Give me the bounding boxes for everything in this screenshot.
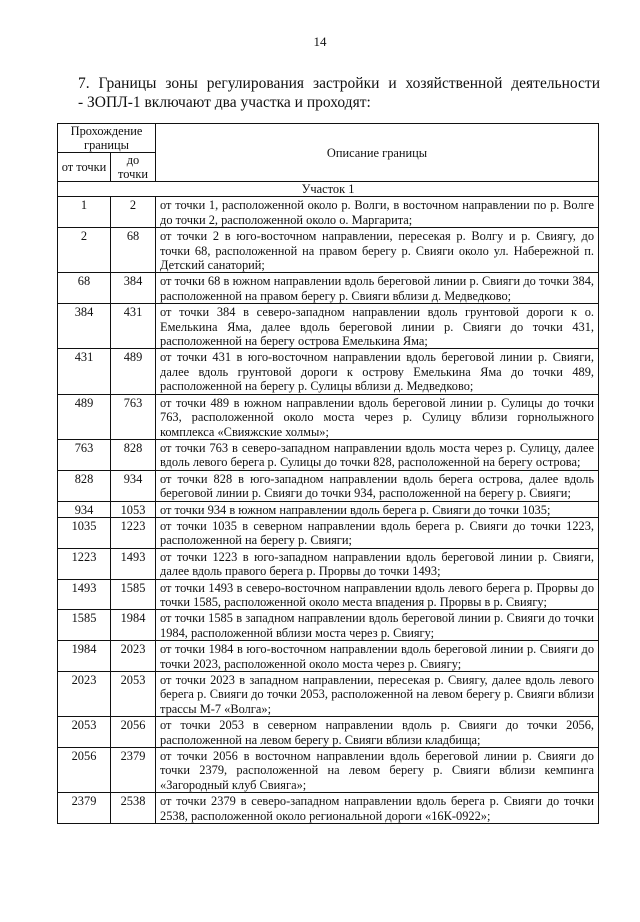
- table-row: [58, 717, 599, 748]
- table-row: [58, 548, 599, 579]
- boundary-description: от точки 1493 в северо-восточном направлении вдоль левого берега р. Прорвы до точки 1585, расположенной около места впадения р. Прорвы в р. Свиягу;: [156, 579, 599, 610]
- col-group-header: Прохождение границы: [58, 124, 156, 153]
- point-from: 1585: [58, 610, 111, 641]
- boundary-description: от точки 1984 в юго-восточном направлении вдоль береговой линии р. Свияги до точки 2023, расположенной около моста через р. Свиягу;: [156, 641, 599, 672]
- table-row: [58, 439, 599, 470]
- point-from: 2379: [58, 793, 111, 824]
- boundary-description: от точки 384 в северо-западном направлении вдоль грунтовой дороги к о. Емелькина Яма, далее вдоль береговой линии р. Свияги до точки 431, расположенной на берегу острова Емелькина Яма;: [156, 304, 599, 349]
- point-from: 2023: [58, 672, 111, 717]
- point-to: 431: [111, 304, 156, 349]
- table-row: [58, 517, 599, 548]
- boundary-description: от точки 431 в юго-восточном направлении вдоль береговой линии р. Свияги, далее вдоль грунтовой дороги к острову Емелькина Яма до точки 489, расположенной на берегу р. Сулицы вблизи д. Медведково;: [156, 349, 599, 394]
- point-to: 1984: [111, 610, 156, 641]
- point-to: 1585: [111, 579, 156, 610]
- boundary-description: от точки 1223 в юго-западном направлении вдоль береговой линии р. Свияги, далее вдоль правого берега р. Прорвы до точки 1493;: [156, 548, 599, 579]
- table-row: [58, 610, 599, 641]
- point-from: 763: [58, 439, 111, 470]
- page-number: 14: [313, 34, 327, 49]
- boundary-description: от точки 2053 в северном направлении вдоль р. Свияги до точки 2056, расположенной на левом берегу р. Свияги вблизи кладбища;: [156, 717, 599, 748]
- point-to: 384: [111, 273, 156, 304]
- boundary-description: от точки 2379 в северо-западном направлении вдоль берега р. Свияги до точки 2538, расположенной около региональной дороги «16К-0922»;: [156, 793, 599, 824]
- point-to: 489: [111, 349, 156, 394]
- point-to: 2056: [111, 717, 156, 748]
- boundary-description: от точки 1, расположенной около р. Волги, в восточном направлении по р. Волге до точки 2, расположенной около о. Маргарита;: [156, 197, 599, 228]
- table-row: [58, 641, 599, 672]
- table-row: [58, 793, 599, 824]
- boundary-description: от точки 763 в северо-западном направлении вдоль моста через р. Сулицу, далее вдоль левого берега р. Сулицы до точки 828, расположенной на берегу острова;: [156, 439, 599, 470]
- col-from-header: от точки: [58, 153, 111, 182]
- point-to: 1223: [111, 517, 156, 548]
- point-to: 68: [111, 228, 156, 273]
- table-row: [58, 273, 599, 304]
- table-row: [58, 579, 599, 610]
- point-to: 1053: [111, 501, 156, 517]
- point-to: 2379: [111, 748, 156, 793]
- point-from: 384: [58, 304, 111, 349]
- point-to: 1493: [111, 548, 156, 579]
- point-to: 2: [111, 197, 156, 228]
- point-to: 828: [111, 439, 156, 470]
- point-from: 431: [58, 349, 111, 394]
- point-from: 1035: [58, 517, 111, 548]
- table-row: [58, 748, 599, 793]
- table-row: [58, 304, 599, 349]
- boundary-description: от точки 828 в юго-западном направлении вдоль берега острова, далее вдоль береговой линии р. Свияги до точки 934, расположенной на берегу р. Свияги;: [156, 470, 599, 501]
- section-label: Участок 1: [58, 182, 599, 197]
- boundary-description: от точки 2 в юго-восточном направлении, пересекая р. Волгу и р. Свиягу, до точки 68, расположенной на правом берегу р. Свияги около ул. Набережной п. Детский санаторий;: [156, 228, 599, 273]
- col-description-header: Описание границы: [156, 124, 599, 182]
- point-from: 934: [58, 501, 111, 517]
- point-to: 763: [111, 394, 156, 439]
- section-heading-line-2: - ЗОПЛ-1 включают два участка и проходят:: [78, 94, 371, 111]
- section-heading-line-1: 7. Границы зоны регулирования застройки и хозяйственной деятельности: [78, 75, 600, 92]
- boundary-table: [57, 123, 599, 824]
- table-row: [58, 228, 599, 273]
- point-from: 68: [58, 273, 111, 304]
- table-row: [58, 470, 599, 501]
- point-from: 2056: [58, 748, 111, 793]
- point-from: 489: [58, 394, 111, 439]
- col-to-header: до точки: [111, 153, 156, 182]
- boundary-description: от точки 934 в южном направлении вдоль берега р. Свияги до точки 1035;: [156, 501, 599, 517]
- boundary-description: от точки 68 в южном направлении вдоль береговой линии р. Свияги до точки 384, расположенной на правом берегу р. Свияги вблизи д. Медведково;: [156, 273, 599, 304]
- table-row: [58, 394, 599, 439]
- point-from: 2053: [58, 717, 111, 748]
- point-to: 2538: [111, 793, 156, 824]
- point-from: 828: [58, 470, 111, 501]
- point-to: 934: [111, 470, 156, 501]
- table-row: [58, 349, 599, 394]
- boundary-description: от точки 489 в южном направлении вдоль береговой линии р. Сулицы до точки 763, расположенной около моста через р. Сулицу вблизи горнолыжного комплекса «Свияжские холмы»;: [156, 394, 599, 439]
- table-row: [58, 672, 599, 717]
- boundary-description: от точки 2056 в восточном направлении вдоль береговой линии р. Свияги до точки 2379, расположенной на левом берегу р. Свияги вблизи кемпинга «Загородный клуб Свияга»;: [156, 748, 599, 793]
- point-from: 2: [58, 228, 111, 273]
- point-from: 1984: [58, 641, 111, 672]
- boundary-description: от точки 1035 в северном направлении вдоль берега р. Свияги до точки 1223, расположенной на берегу р. Свияги;: [156, 517, 599, 548]
- table-row: [58, 197, 599, 228]
- boundary-description: от точки 1585 в западном направлении вдоль береговой линии р. Свияги до точки 1984, расположенной вблизи моста через р. Свиягу;: [156, 610, 599, 641]
- boundary-description: от точки 2023 в западном направлении, пересекая р. Свиягу, далее вдоль левого берега р. Свияги до точки 2053, расположенной на левом берегу р. Свияги вблизи трассы М-7 «Волга»;: [156, 672, 599, 717]
- point-from: 1: [58, 197, 111, 228]
- point-to: 2053: [111, 672, 156, 717]
- point-to: 2023: [111, 641, 156, 672]
- point-from: 1493: [58, 579, 111, 610]
- point-from: 1223: [58, 548, 111, 579]
- table-row: [58, 501, 599, 517]
